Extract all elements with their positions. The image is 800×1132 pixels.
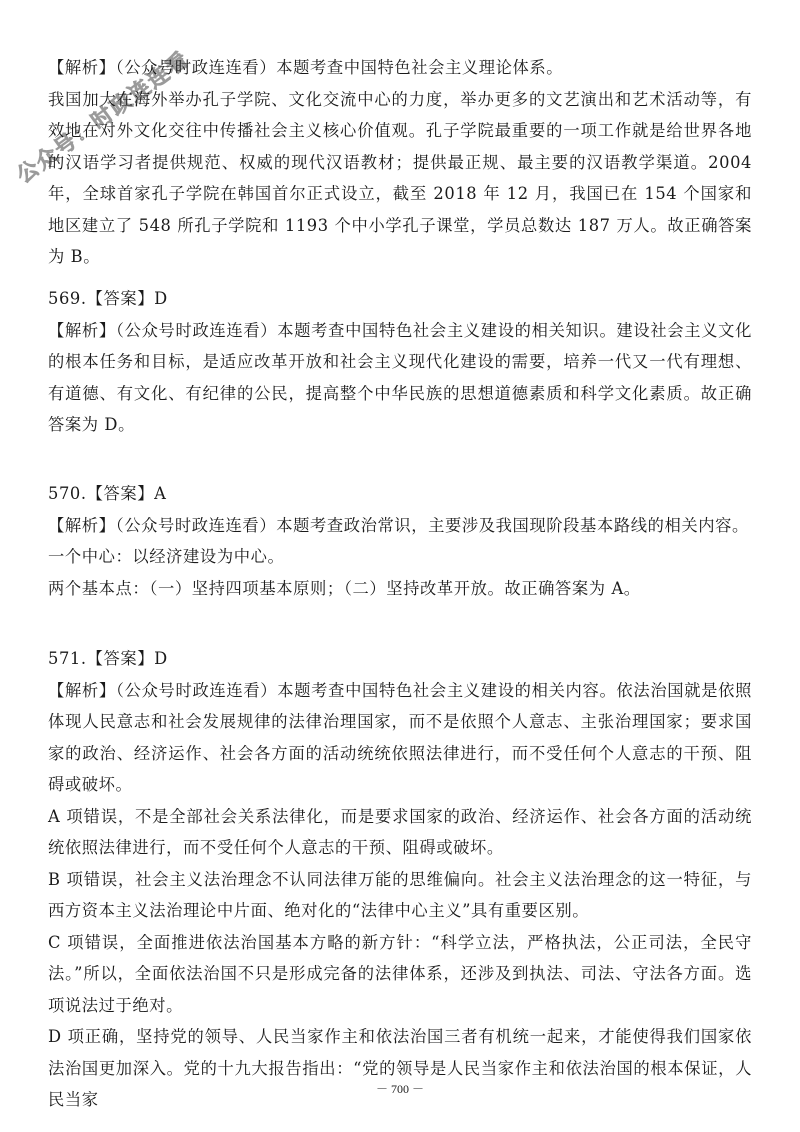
question-570	[48, 478, 752, 604]
watermark: 公众号：时政连连看	[12, 46, 194, 188]
page-number: － 700 －	[375, 1082, 424, 1096]
analysis-body: 【解析】（公众号时政连连看）本题考查中国特色社会主义建设的相关内容。依法治国就是依照体现人民意志和社会发展规律的法律治理国家，而不是依照个人意志、主张治理国家；要求国家的政治、经济运作、社会各方面的活动统统依照法律进行，而不受任何个人意志的干预、阻碍或破坏。	[48, 680, 752, 794]
option-b-explanation: B 项错误，社会主义法治理念不认同法律万能的思维偏向。社会主义法治理念的这一特征，与西方资本主义法治理论中片面、绝对化的“法律中心主义”具有重要区别。	[48, 869, 752, 920]
answer-line: 569.【答案】D	[48, 289, 168, 308]
option-a-explanation: A 项错误，不是全部社会关系法律化，而是要求国家的政治、经济运作、社会各方面的活动统统依照法律进行，而不受任何个人意志的干预、阻碍或破坏。	[48, 806, 752, 857]
question-568-analysis	[48, 52, 752, 273]
analysis-body: 【解析】（公众号时政连连看）本题考查中国特色社会主义建设的相关知识。建设社会主义文化的根本任务和目标，是适应改革开放和社会主义现代化建设的需要，培养一代又一代有理想、有道德、有文化、有纪律的公民，提高整个中华民族的思想道德素质和科学文化素质。故正确答案为 D。	[48, 320, 752, 434]
analysis-body: 【解析】（公众号时政连连看）本题考查政治常识，主要涉及我国现阶段基本路线的相关内容。	[48, 515, 749, 535]
key-point-center: 一个中心：以经济建设为中心。	[48, 547, 285, 566]
question-569	[48, 283, 752, 441]
option-d-explanation: D 项正确，坚持党的领导、人民当家作主和依法治国三者有机统一起来，才能使得我们国家依法治国更加深入。党的十九大报告指出：“党的领导是人民当家作主和依法治国的根本保证，人民当家	[48, 1027, 752, 1109]
question-571	[48, 643, 752, 1116]
option-c-explanation: C 项错误，全面推进依法治国基本方略的新方针：“科学立法，严格执法，公正司法，全民守法。”所以，全面依法治国不只是形成完备的法律体系，还涉及到执法、司法、守法各方面。选项说法过于绝对。	[48, 932, 752, 1015]
answer-line: 570.【答案】A	[48, 484, 167, 503]
answer-line: 571.【答案】D	[48, 649, 168, 668]
key-point-two: 两个基本点：（一）坚持四项基本原则；（二）坚持改革开放。故正确答案为 A。	[48, 578, 641, 598]
analysis-body: 我国加大在海外举办孔子学院、文化交流中心的力度，举办更多的文艺演出和艺术活动等，有效地在对外文化交往中传播社会主义核心价值观。孔子学院最重要的一项工作就是给世界各地的汉语学习者提供规范、权威的现代汉语教材；提供最正规、最主要的汉语教学渠道。2004 年，全球首家孔子学院在韩国首尔正式设立，截至 2018 年 12 月，我国已在 154 个国家和地区建立了 548 所孔子学院和 1193 个中小学孔子课堂，学员总数达 187 万人。故正确答案为 B。	[48, 89, 752, 266]
analysis-intro: 【解析】（公众号时政连连看）本题考查中国特色社会主义理论体系。	[48, 58, 564, 77]
